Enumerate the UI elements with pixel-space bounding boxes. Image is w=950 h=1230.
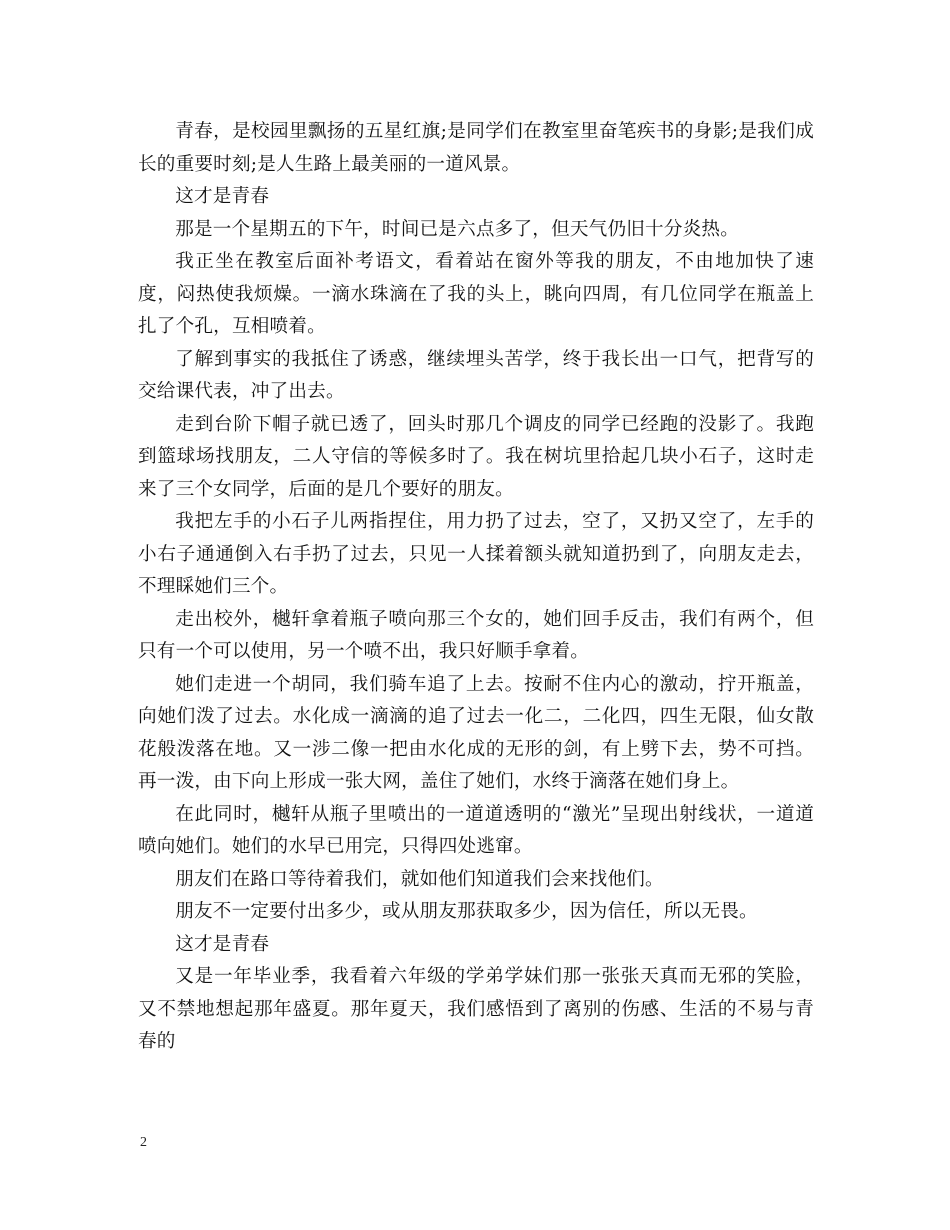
paragraph-intro: 青春，是校园里飘扬的五星红旗;是同学们在教室里奋笔疾书的身影;是我们成长的重要时刻;是人生路上最美丽的一道风景。 bbox=[138, 121, 814, 175]
paragraph: 走到台阶下帽子就已透了，回头时那几个调皮的同学已经跑的没影了。我跑到篮球场找朋友，二人守信的等候多时了。我在树坑里拾起几块小石子，这时走来了三个女同学，后面的是几个要好的朋友。 bbox=[138, 413, 814, 500]
document-body bbox=[138, 116, 814, 1059]
paragraph: 我正坐在教室后面补考语文，看着站在窗外等我的朋友，不由地加快了速度，闷热使我烦燥。一滴水珠滴在了我的头上，眺向四周，有几位同学在瓶盖上扎了个孔，互相喷着。 bbox=[138, 251, 814, 337]
paragraph-heading: 这才是青春 bbox=[175, 186, 270, 207]
paragraph: 了解到事实的我抵住了诱惑，继续埋头苦学，终于我长出一口气，把背写的交给课代表，冲了出去。 bbox=[138, 348, 814, 402]
page-number: 2 bbox=[140, 1135, 147, 1150]
paragraph: 又是一年毕业季，我看着六年级的学弟学妹们那一张张天真而无邪的笑脸，又不禁地想起那年盛夏。那年夏天，我们感悟到了离别的伤感、生活的不易与青春的 bbox=[138, 966, 814, 1052]
paragraph: 她们走进一个胡同，我们骑车追了上去。按耐不住内心的激动，拧开瓶盖，向她们泼了过去。水化成一滴滴的追了过去一化二，二化四，四生无限，仙女散花般泼落在地。又一涉二像一把由水化成的无形的剑，有上劈下去，势不可挡。再一泼，由下向上形成一张大网，盖住了她们，水终于滴落在她们身上。 bbox=[138, 673, 814, 792]
paragraph: 走出校外，樾轩拿着瓶子喷向那三个女的，她们回手反击，我们有两个，但只有一个可以使用，另一个喷不出，我只好顺手拿着。 bbox=[138, 608, 814, 662]
paragraph-heading: 这才是青春 bbox=[175, 933, 270, 955]
paragraph: 朋友不一定要付出多少，或从朋友那获取多少，因为信任，所以无畏。 bbox=[175, 901, 758, 922]
paragraph: 在此同时，樾轩从瓶子里喷出的一道道透明的“激光”呈现出射线状，一道道喷向她们。她们的水早已用完，只得四处逃窜。 bbox=[138, 803, 814, 857]
paragraph: 我把左手的小石子儿两指捏住，用力扔了过去，空了，又扔又空了，左手的小右子通通倒入右手扔了过去，只见一人揉着额头就知道扔到了，向朋友走去，不理睬她们三个。 bbox=[138, 511, 814, 597]
paragraph: 朋友们在路口等待着我们，就如他们知道我们会来找他们。 bbox=[175, 868, 664, 890]
paragraph: 那是一个星期五的下午，时间已是六点多了，但天气仍旧十分炎热。 bbox=[175, 218, 740, 240]
